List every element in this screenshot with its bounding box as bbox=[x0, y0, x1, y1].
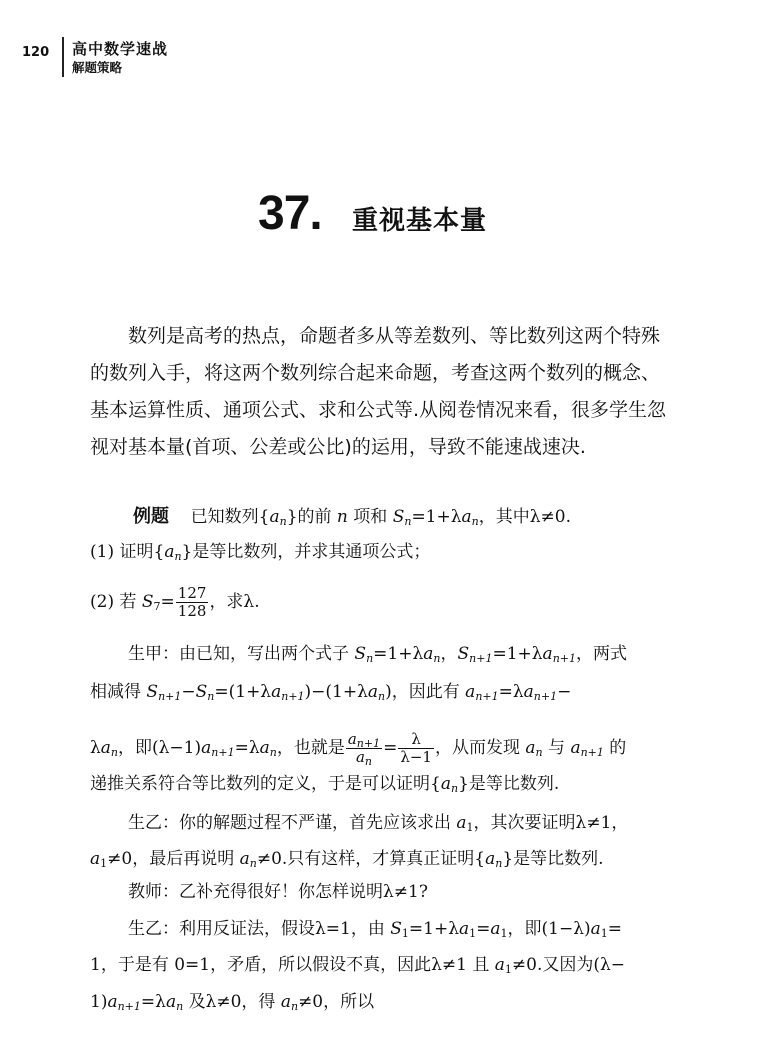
fraction-lambda: $\frac{\lambda}{\lambda-1}$ bbox=[400, 730, 432, 766]
yi2-line-2: 1，于是有 0=1，矛盾，所以假设不真，因此λ≠1 且 $a_1\ne 0$.又因为(λ− bbox=[90, 955, 626, 976]
header-divider bbox=[62, 37, 64, 77]
book-title: 高中数学速战 bbox=[72, 40, 169, 58]
page-number: 120 bbox=[22, 45, 50, 60]
intro-line: 视对基本量(首项、公差或公比)的运用，导致不能速战速决. bbox=[90, 436, 586, 458]
yi2-line-3: $1)a_{n+1}=\lambda a_n$ 及λ≠0，得 $a_n\ne 0$，所以 bbox=[90, 992, 375, 1013]
example-label: 例题 bbox=[133, 506, 169, 527]
chapter-number: 37. bbox=[258, 187, 322, 240]
page-fade-overlay bbox=[420, 980, 540, 1020]
fraction-ratio: $\frac{a_{n+1}}{a_n}$ bbox=[347, 730, 381, 768]
teacher-line: 教师：乙补充得很好！你怎样说明λ≠1? bbox=[128, 882, 428, 902]
jia-line-1: 生甲：由已知，写出两个式子 $S_n=1+\lambda a_n$，$S_{n+1}=1+\lambda a_{n+1}$，两式 bbox=[128, 644, 627, 665]
jia-line-2: 相减得 $S_{n+1}-S_n=(1+\lambda a_{n+1})-(1+\lambda a_n)$，因此有 $a_{n+1}=\lambda a_{n+1}-$ bbox=[90, 682, 572, 703]
chapter-title: 重视基本量 bbox=[352, 206, 488, 236]
question-1: (1) 证明$\{a_n\}$是等比数列，并求其通项公式； bbox=[90, 542, 431, 563]
yi-line-2: $a_1\ne 0$，最后再说明 $a_n\ne 0$.只有这样，才算真正证明$\{a_n\}$是等比数列. bbox=[90, 849, 604, 870]
jia-line-4: 递推关系符合等比数列的定义，于是可以证明$\{a_n\}$是等比数列. bbox=[90, 774, 560, 795]
yi2-line-1: 生乙：利用反证法，假设λ=1，由 $S_1=1+\lambda a_1=a_1$，即$(1-\lambda)a_1=$ bbox=[128, 919, 623, 940]
fraction-127-128: $\frac{127}{128}$ bbox=[177, 584, 207, 620]
yi-line-1: 生乙：你的解题过程不严谨，首先应该求出 $a_1$，其次要证明λ≠1， bbox=[128, 813, 629, 834]
intro-line: 基本运算性质、通项公式、求和公式等.从阅卷情况来看，很多学生忽 bbox=[90, 399, 667, 421]
intro-line: 的数列入手，将这两个数列综合起来命题，考查这两个数列的概念、 bbox=[90, 362, 661, 384]
book-subtitle: 解题策略 bbox=[72, 60, 123, 75]
intro-line: 数列是高考的热点，命题者多从等差数列、等比数列这两个特殊 bbox=[128, 325, 661, 347]
jia-line-3: $\lambda a_n$，即$(\lambda-1)a_{n+1}=\lambda a_n$，也就是 $\frac{a_{n+1}}{a_n}$ = $\frac{\lambda}{\lambda-1}$ ，从而发现 $a_n$ 与 $a_{n+1}$ 的 bbox=[90, 730, 627, 768]
question-2: (2) 若 $S_7=$ $\frac{127}{128}$ ，求λ. bbox=[90, 584, 260, 620]
example-stem: 例题 已知数列$\{a_n\}$的前 n 项和 $S_n=1+\lambda a_n$，其中λ≠0. bbox=[133, 506, 572, 528]
